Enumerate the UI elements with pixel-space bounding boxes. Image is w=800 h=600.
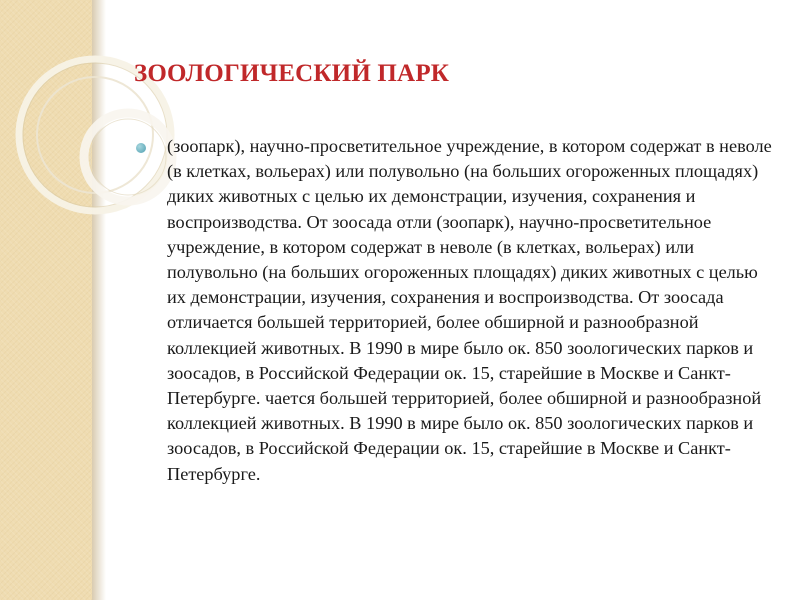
bullet-item	[136, 134, 776, 487]
bullet-text: (зоопарк), научно-просветительное учреждение, в котором содержат в неволе (в клетках, вольерах) или полувольно (на больших огороженных площадях) диких животных с целью их демонстрации, изучения, сохранения и воспроизводства. От зоосада отли (зоопарк), научно-просветительное учреждение, в котором содержат в неволе (в клетках, вольерах) или полувольно (на больших огороженных площадях) диких животных с целью их демонстрации, изучения, сохранения и воспроизводства. От зоосада отличается большей территорией, более обширной и разнообразной коллекцией животных. В 1990 в мире было ок. 850 зоологических парков и зоосадов, в Российской Федерации ок. 15, старейшие в Москве и Санкт-Петербурге. чается большей территорией, более обширной и разнообразной коллекцией животных. В 1990 в мире было ок. 850 зоологических парков и зоосадов, в Российской Федерации ок. 15, старейшие в Москве и Санкт-Петербурге.	[167, 136, 772, 484]
bullet-dot-icon	[136, 143, 146, 153]
slide-title: ЗООЛОГИЧЕСКИЙ ПАРК	[134, 60, 450, 87]
slide-content	[136, 134, 776, 487]
